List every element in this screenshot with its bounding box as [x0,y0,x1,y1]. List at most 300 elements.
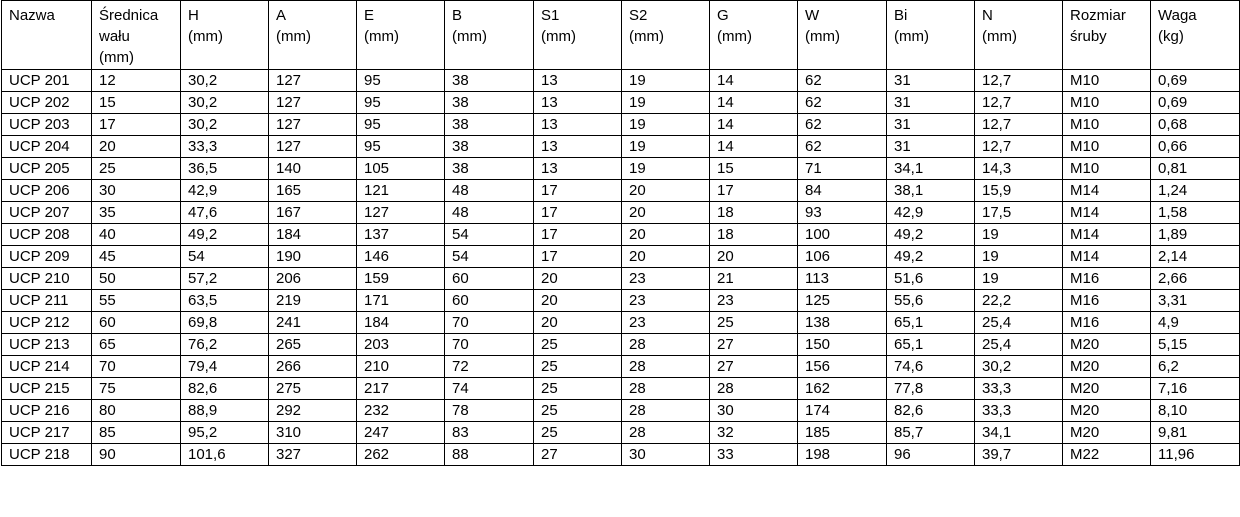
header-line: (mm) [188,28,223,45]
table-cell: UCP 210 [2,268,92,290]
table-cell: 85 [92,422,181,444]
table-cell: 48 [445,202,534,224]
table-cell: 19 [622,70,710,92]
table-cell: 19 [622,136,710,158]
table-cell: 13 [534,114,622,136]
table-cell: 25,4 [975,312,1063,334]
table-cell: 15 [92,92,181,114]
table-cell: 90 [92,444,181,466]
table-cell: 18 [710,224,798,246]
bearing-spec-table [1,0,1240,466]
table-cell: 31 [887,92,975,114]
table-cell: UCP 212 [2,312,92,334]
table-cell: 127 [269,114,357,136]
table-cell: 17 [534,180,622,202]
table-cell: 159 [357,268,445,290]
table-cell: UCP 218 [2,444,92,466]
table-cell: 38 [445,70,534,92]
table-cell: 38 [445,136,534,158]
table-cell: 14 [710,136,798,158]
table-cell: 31 [887,114,975,136]
table-cell: M10 [1063,136,1151,158]
header-line: śruby [1070,28,1107,45]
table-cell: 1,89 [1151,224,1240,246]
table-cell: 33,3 [975,378,1063,400]
table-cell: 51,6 [887,268,975,290]
table-cell: 48 [445,180,534,202]
table-cell: 127 [269,92,357,114]
table-cell: UCP 203 [2,114,92,136]
table-cell: 262 [357,444,445,466]
table-row [2,444,1240,466]
table-cell: 69,8 [181,312,269,334]
table-cell: M16 [1063,268,1151,290]
header-line: Bi [894,7,908,24]
table-cell: 162 [798,378,887,400]
table-row [2,158,1240,180]
table-cell: 49,2 [887,224,975,246]
table-cell: 30,2 [181,92,269,114]
header-line: (mm) [717,28,752,45]
table-cell: 18 [710,202,798,224]
table-cell: 60 [445,290,534,312]
table-cell: 45 [92,246,181,268]
header-line: E [364,7,375,24]
table-cell: 13 [534,136,622,158]
table-row [2,290,1240,312]
table-cell: 171 [357,290,445,312]
table-cell: 34,1 [887,158,975,180]
header-line: N [982,7,993,24]
table-cell: UCP 211 [2,290,92,312]
table-cell: 54 [445,224,534,246]
table-cell: 6,2 [1151,356,1240,378]
header-line: A [276,7,287,24]
table-cell: 14 [710,70,798,92]
table-cell: 17 [92,114,181,136]
table-cell: 198 [798,444,887,466]
table-cell: 25,4 [975,334,1063,356]
header-g [710,1,798,70]
table-cell: 19 [622,158,710,180]
table-cell: 78 [445,400,534,422]
table-cell: M14 [1063,224,1151,246]
header-line: G [717,7,729,24]
table-cell: 33,3 [975,400,1063,422]
header-line: (mm) [982,28,1017,45]
table-cell: 65 [92,334,181,356]
table-cell: 20 [622,202,710,224]
table-cell: UCP 209 [2,246,92,268]
table-cell: 20 [534,268,622,290]
table-cell: M10 [1063,70,1151,92]
table-cell: UCP 205 [2,158,92,180]
header-rozmiar-sruby [1063,1,1151,70]
table-cell: 12,7 [975,70,1063,92]
table-cell: 88,9 [181,400,269,422]
table-cell: UCP 213 [2,334,92,356]
table-cell: 70 [445,334,534,356]
table-cell: 96 [887,444,975,466]
table-body [2,70,1240,466]
table-cell: 75 [92,378,181,400]
table-cell: M20 [1063,378,1151,400]
table-cell: 156 [798,356,887,378]
header-s1 [534,1,622,70]
table-cell: UCP 207 [2,202,92,224]
table-row [2,136,1240,158]
table-cell: 60 [92,312,181,334]
table-cell: 79,4 [181,356,269,378]
header-line: (kg) [1158,28,1184,45]
table-cell: M20 [1063,400,1151,422]
header-line: (mm) [452,28,487,45]
table-row [2,268,1240,290]
header-line: wału [99,28,130,45]
table-cell: 105 [357,158,445,180]
table-cell: 38 [445,114,534,136]
table-cell: 95 [357,136,445,158]
table-cell: 275 [269,378,357,400]
table-cell: 27 [710,356,798,378]
table-cell: 55 [92,290,181,312]
table-cell: 19 [975,224,1063,246]
header-bi [887,1,975,70]
table-cell: 35 [92,202,181,224]
table-cell: 25 [534,400,622,422]
table-cell: 38 [445,92,534,114]
table-cell: 20 [710,246,798,268]
header-waga [1151,1,1240,70]
table-cell: UCP 204 [2,136,92,158]
table-cell: 17 [534,224,622,246]
table-cell: 12,7 [975,92,1063,114]
table-cell: 38,1 [887,180,975,202]
table-cell: 38 [445,158,534,180]
table-cell: 20 [622,246,710,268]
table-row [2,356,1240,378]
table-cell: 84 [798,180,887,202]
table-cell: M16 [1063,290,1151,312]
table-cell: 33,3 [181,136,269,158]
table-cell: 33 [710,444,798,466]
table-cell: 50 [92,268,181,290]
header-line: (mm) [805,28,840,45]
header-line: (mm) [99,49,134,66]
table-cell: 95 [357,92,445,114]
table-cell: 17 [534,246,622,268]
table-row [2,224,1240,246]
table-cell: 165 [269,180,357,202]
table-cell: 49,2 [887,246,975,268]
table-cell: 83 [445,422,534,444]
table-cell: 40 [92,224,181,246]
table-cell: 310 [269,422,357,444]
table-cell: 55,6 [887,290,975,312]
table-cell: 54 [445,246,534,268]
header-line: (mm) [276,28,311,45]
table-cell: UCP 217 [2,422,92,444]
table-cell: 80 [92,400,181,422]
table-row [2,70,1240,92]
table-cell: 19 [975,246,1063,268]
table-cell: 20 [622,180,710,202]
table-cell: 4,9 [1151,312,1240,334]
table-cell: UCP 215 [2,378,92,400]
table-cell: 31 [887,70,975,92]
table-cell: 88 [445,444,534,466]
table-cell: M20 [1063,422,1151,444]
table-cell: 17 [710,180,798,202]
table-cell: 101,6 [181,444,269,466]
table-cell: 82,6 [887,400,975,422]
table-cell: 65,1 [887,334,975,356]
table-cell: 14,3 [975,158,1063,180]
table-cell: 0,69 [1151,92,1240,114]
table-cell: 30,2 [181,70,269,92]
table-cell: 28 [622,356,710,378]
table-cell: 27 [534,444,622,466]
table-cell: M20 [1063,356,1151,378]
table-cell: 62 [798,92,887,114]
table-cell: 23 [622,290,710,312]
table-cell: 1,24 [1151,180,1240,202]
table-row [2,114,1240,136]
table-cell: 17 [534,202,622,224]
table-cell: 65,1 [887,312,975,334]
table-row [2,378,1240,400]
table-cell: 9,81 [1151,422,1240,444]
table-cell: M20 [1063,334,1151,356]
header-h [181,1,269,70]
header-line: S2 [629,7,648,24]
table-cell: 2,66 [1151,268,1240,290]
table-cell: UCP 206 [2,180,92,202]
table-cell: 42,9 [181,180,269,202]
table-row [2,312,1240,334]
table-cell: 174 [798,400,887,422]
table-cell: 106 [798,246,887,268]
table-cell: 1,58 [1151,202,1240,224]
table-cell: 125 [798,290,887,312]
header-line: S1 [541,7,560,24]
header-line: Waga [1158,7,1197,24]
table-cell: 14 [710,92,798,114]
table-cell: 13 [534,158,622,180]
table-cell: 32 [710,422,798,444]
table-cell: 13 [534,70,622,92]
table-cell: 49,2 [181,224,269,246]
table-cell: M14 [1063,180,1151,202]
table-cell: 0,68 [1151,114,1240,136]
table-cell: 203 [357,334,445,356]
table-cell: 82,6 [181,378,269,400]
header-line: W [805,7,820,24]
table-cell: 57,2 [181,268,269,290]
table-cell: UCP 208 [2,224,92,246]
table-cell: 20 [534,312,622,334]
table-cell: 0,69 [1151,70,1240,92]
header-line: B [452,7,463,24]
table-cell: 23 [710,290,798,312]
table-cell: 184 [269,224,357,246]
table-cell: 127 [357,202,445,224]
table-cell: 12 [92,70,181,92]
table-cell: 63,5 [181,290,269,312]
table-cell: UCP 201 [2,70,92,92]
table-cell: 25 [710,312,798,334]
table-cell: UCP 216 [2,400,92,422]
table-cell: 266 [269,356,357,378]
table-cell: 25 [534,334,622,356]
table-cell: 74,6 [887,356,975,378]
table-cell: 7,16 [1151,378,1240,400]
header-row [2,1,1240,70]
table-row [2,400,1240,422]
table-cell: 0,66 [1151,136,1240,158]
table-cell: 28 [710,378,798,400]
table-cell: 292 [269,400,357,422]
table-cell: 95,2 [181,422,269,444]
table-cell: 140 [269,158,357,180]
table-cell: 72 [445,356,534,378]
table-cell: M14 [1063,202,1151,224]
table-cell: 23 [622,312,710,334]
table-cell: 17,5 [975,202,1063,224]
table-cell: 19 [622,92,710,114]
table-cell: 185 [798,422,887,444]
table-cell: 15,9 [975,180,1063,202]
header-nazwa [2,1,92,70]
table-cell: 25 [92,158,181,180]
table-cell: 219 [269,290,357,312]
table-cell: M10 [1063,158,1151,180]
table-cell: 19 [622,114,710,136]
table-cell: 60 [445,268,534,290]
header-s2 [622,1,710,70]
header-line: Średnica [99,7,159,24]
table-cell: M22 [1063,444,1151,466]
table-cell: 76,2 [181,334,269,356]
table-cell: M10 [1063,92,1151,114]
table-cell: 127 [269,70,357,92]
table-cell: 247 [357,422,445,444]
table-cell: 21 [710,268,798,290]
table-cell: M14 [1063,246,1151,268]
table-cell: 22,2 [975,290,1063,312]
table-cell: 95 [357,114,445,136]
table-cell: 8,10 [1151,400,1240,422]
table-cell: 150 [798,334,887,356]
table-cell: 25 [534,356,622,378]
table-cell: 20 [622,224,710,246]
table-row [2,334,1240,356]
table-cell: 13 [534,92,622,114]
table-cell: 121 [357,180,445,202]
header-line: (mm) [894,28,929,45]
header-e [357,1,445,70]
table-cell: 3,31 [1151,290,1240,312]
table-cell: 47,6 [181,202,269,224]
table-cell: 241 [269,312,357,334]
table-cell: 77,8 [887,378,975,400]
table-cell: 167 [269,202,357,224]
table-cell: 25 [534,378,622,400]
table-cell: 28 [622,400,710,422]
table-cell: 327 [269,444,357,466]
table-cell: 30 [710,400,798,422]
table-cell: 210 [357,356,445,378]
table-cell: 71 [798,158,887,180]
table-row [2,246,1240,268]
table-cell: 232 [357,400,445,422]
header-line: (mm) [629,28,664,45]
table-cell: 0,81 [1151,158,1240,180]
table-cell: 127 [269,136,357,158]
table-cell: 137 [357,224,445,246]
table-cell: 15 [710,158,798,180]
table-cell: 70 [92,356,181,378]
table-cell: 30 [92,180,181,202]
table-cell: 28 [622,422,710,444]
table-cell: 12,7 [975,114,1063,136]
table-cell: 23 [622,268,710,290]
table-cell: 34,1 [975,422,1063,444]
header-line: Rozmiar [1070,7,1126,24]
table-cell: 2,14 [1151,246,1240,268]
table-cell: 70 [445,312,534,334]
header-n [975,1,1063,70]
table-row [2,92,1240,114]
table-cell: M16 [1063,312,1151,334]
table-cell: 28 [622,378,710,400]
table-cell: 217 [357,378,445,400]
table-row [2,422,1240,444]
table-cell: 11,96 [1151,444,1240,466]
table-cell: 95 [357,70,445,92]
header-b [445,1,534,70]
table-cell: M10 [1063,114,1151,136]
table-cell: UCP 214 [2,356,92,378]
table-cell: 62 [798,114,887,136]
table-cell: UCP 202 [2,92,92,114]
table-cell: 62 [798,136,887,158]
header-a [269,1,357,70]
table-cell: 28 [622,334,710,356]
header-line: Nazwa [9,7,55,24]
table-cell: 85,7 [887,422,975,444]
table-cell: 30 [622,444,710,466]
table-cell: 184 [357,312,445,334]
table-cell: 30,2 [975,356,1063,378]
table-cell: 54 [181,246,269,268]
header-w [798,1,887,70]
header-line: (mm) [364,28,399,45]
table-cell: 27 [710,334,798,356]
table-cell: 25 [534,422,622,444]
table-cell: 74 [445,378,534,400]
table-cell: 265 [269,334,357,356]
table-cell: 36,5 [181,158,269,180]
table-cell: 20 [534,290,622,312]
table-cell: 30,2 [181,114,269,136]
table-cell: 31 [887,136,975,158]
table-cell: 5,15 [1151,334,1240,356]
table-cell: 113 [798,268,887,290]
table-cell: 146 [357,246,445,268]
table-cell: 93 [798,202,887,224]
table-cell: 39,7 [975,444,1063,466]
